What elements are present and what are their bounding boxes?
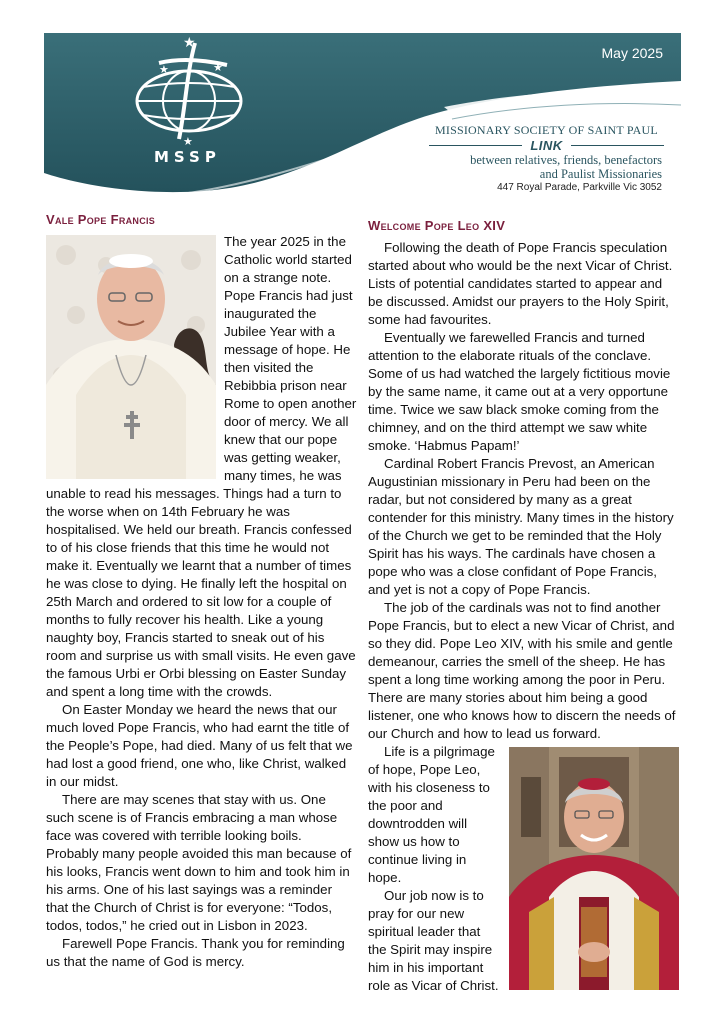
svg-text:★: ★	[213, 61, 223, 74]
article-paragraph: Cardinal Robert Francis Prevost, an American Augustinian missionary in Peru had been on the radar, but not considered by many as a great contender for this ministry. Many times in the history of the Church we get to be reminded that the Holy Spirit has his ways. The cardinals have chosen a pope who was a close confidant of Pope Francis, and yet is not a copy of Pope Francis.	[368, 456, 674, 597]
tagline-line-1: between relatives, friends, benefactors	[470, 153, 662, 167]
pope-francis-photo-icon	[46, 235, 216, 479]
masthead	[44, 33, 681, 195]
org-name: MISSIONARY SOCIETY OF SAINT PAUL	[435, 123, 658, 137]
svg-text:★: ★	[183, 35, 196, 51]
article-paragraph: Farewell Pope Francis. Thank you for reminding us that the name of God is mercy.	[46, 936, 345, 969]
pope-leo-photo-icon	[509, 747, 679, 990]
svg-text:★: ★	[159, 63, 169, 76]
issue-date: May 2025	[601, 45, 663, 61]
article-paragraph: The job of the cardinals was not to find another Pope Francis, but to elect a new Vicar of Christ, and so they did. Pope Leo XIV, with his smile and gentle demeanour, carries the smell of the sheep. He has spent a long time working among the poor in Peru. There are many stories about him being a good listener, one who knows how to discern the needs of our Church and how to lead us forward.	[368, 600, 676, 741]
article-paragraph: Our job now is to pray for our new spiritual leader that the Spirit may inspire him in his important role as Vicar of Christ.	[368, 888, 499, 993]
logo-text: MSSP	[154, 148, 221, 166]
vale-pope-francis-article	[46, 211, 357, 971]
article-paragraph: On Easter Monday we heard the news that our much loved Pope Francis, who had earnt the title of the People’s Pope, had died. Many of us felt that we had lost a good friend, one who, like Christ, walked in our midst.	[46, 702, 353, 789]
article-paragraph: There are may scenes that stay with us. One such scene is of Francis embracing a man whose face was covered with terrible looking boils. Probably many people avoided this man because of his looks, Francis went down to him and took him in his arms. One of his last sayings was a reminder that the Church of Christ is for everyone: “Todos, todos, todos,” he cried out in Lisbon in 2023.	[46, 792, 352, 933]
article-paragraph: Following the death of Pope Francis speculation started about who would be the next Vicar of Christ. Lists of potential candidates started to appear and be discussed. Amidst our prayers to the Holy Spirit, some had favourites.	[368, 240, 673, 327]
title-rule-right	[571, 145, 664, 146]
article-title: Vale Pope Francis	[46, 212, 156, 227]
article-paragraph: Life is a pilgrimage of hope, Pope Leo, with his closeness to the poor and downtrodden will show us how to continue living in hope.	[368, 744, 495, 885]
welcome-pope-leo-article	[368, 217, 679, 995]
article-paragraph: Eventually we farewelled Francis and turned attention to the elaborate rituals of the conclave. Some of us had watched the largely fictitious movie by the same name, it came out at a very opportune time. Twice we saw black smoke coming from the chimney, and on the third attempt we saw white smoke. ‘Habmus Papam!’	[368, 330, 671, 453]
title-rule-left	[429, 145, 522, 146]
society-block	[429, 123, 664, 193]
address: 447 Royal Parade, Parkville Vic 3052	[497, 182, 662, 193]
newsletter-title-row	[429, 138, 664, 153]
article-paragraph: The year 2025 in the Catholic world started on a strange note. Pope Francis had just inaugurated the Jubilee Year with a message of hope. He then visited the Rebibbia prison near Rome to open another door of mercy. We all knew that our pope was getting weaker, many times, he was unable to read his messages. Things had a turn to the worse when on 14th February he was hospitalised. We held our breath. Francis confessed to of his close friends that this time he would not make it. Eventually we learnt that a number of times he was close to dying. He finally left the hospital on 25th March and ordered to sit low for a couple of months to fully recover his health. Like a young naughty boy, Francis started to sneak out of his room and surprise us with small visits. He even gave the famous Urbi er Orbi blessing on Easter Sunday and spent a long time with the crowds.	[46, 234, 357, 699]
tagline-line-2: and Paulist Missionaries	[539, 167, 662, 181]
svg-text:★: ★	[183, 135, 193, 148]
newsletter-title: LINK	[530, 138, 563, 153]
article-title: Welcome Pope Leo XIV	[368, 218, 506, 233]
